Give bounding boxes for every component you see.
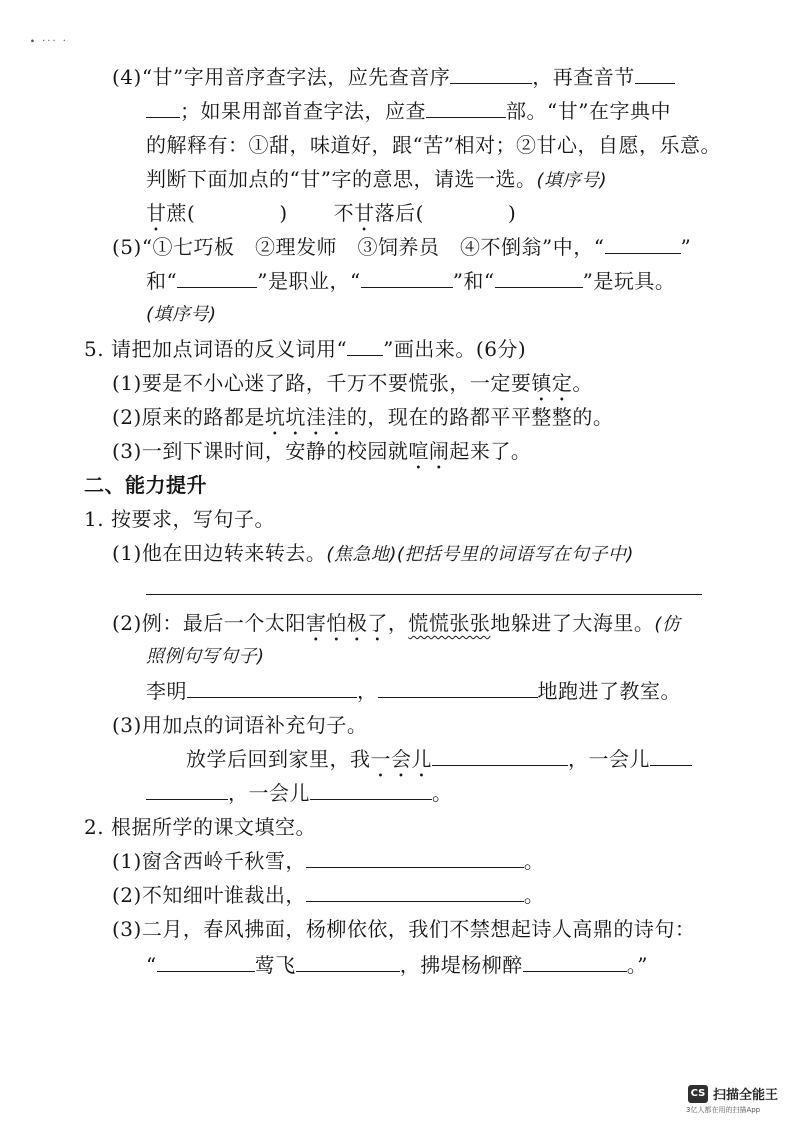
q2-3-blank-1[interactable] bbox=[157, 951, 255, 972]
sec5-s3: (3)一到下课时间，安静的校园就喧闹起来了。 bbox=[112, 439, 532, 463]
q2-3-blank-2[interactable] bbox=[296, 951, 400, 972]
q1-3-blank-1[interactable] bbox=[432, 745, 568, 766]
q2-3-blank-3[interactable] bbox=[523, 951, 627, 972]
wavy-phrase-huanghuangzhangzhang: 慌慌张张 bbox=[408, 611, 491, 635]
q1-1-answer-line[interactable] bbox=[146, 594, 702, 595]
dotted-phrase-haipajile: 害怕极了 bbox=[305, 611, 388, 635]
q4-line3: 的解释有：①甜，味道好，跟“苦”相对；②甘心，自愿，乐意。 bbox=[146, 133, 721, 157]
part2-q1-1: (1)他在田边转来转去。(焦急地)(把括号里的词语写在句子中) bbox=[112, 541, 634, 565]
q5-hint: (填序号) bbox=[146, 304, 217, 325]
q1-3-blank-2b[interactable] bbox=[146, 779, 228, 800]
part2-q1-3-sentence: 放学后回到家里，我一会儿 ，一会儿 bbox=[186, 745, 692, 782]
q1-3-blank-3[interactable] bbox=[310, 779, 432, 800]
q4-blank-radical[interactable] bbox=[426, 97, 506, 118]
header-marks: ∙ ··· · bbox=[30, 36, 68, 47]
part2-q2-2: (2)不知细叶谁裁出， 。 bbox=[112, 883, 545, 907]
sec5-title-underline bbox=[347, 335, 383, 356]
q4-line2: ；如果用部首查字法，应查 部。“甘”在字典中 bbox=[146, 97, 671, 125]
q1-3-blank-2a[interactable] bbox=[650, 745, 692, 766]
part2-q2-3-poem: “ 莺飞 ，拂堤杨柳醉 。” bbox=[146, 953, 648, 977]
part2-q2-3: (3)二月，春风拂面，杨柳依依，我们不禁想起诗人高鼎的诗句： bbox=[112, 917, 696, 941]
scanner-watermark bbox=[688, 1084, 778, 1103]
q4-line4: 判断下面加点的“甘”字的意思，请选一选。(填序号) bbox=[146, 167, 607, 191]
q4-blank-syllable-b[interactable] bbox=[146, 97, 180, 118]
part2-q1-2-cont: 照例句写句子) bbox=[146, 646, 265, 667]
q1-2-blank-1[interactable] bbox=[187, 677, 357, 698]
q2-1-blank[interactable] bbox=[306, 847, 524, 868]
part2-q1-2: (2)例：最后一个太阳害怕极了，慌慌张张地躲进了大海里。(仿 bbox=[112, 611, 681, 635]
cs-logo-icon: CS bbox=[688, 1085, 708, 1103]
q5-line1: (5)“①七巧板 ②理发师 ③饲养员 ④不倒翁”中，“ ” bbox=[112, 235, 692, 259]
part2-q1-2-answer: 李明 ， 地跑进了教室。 bbox=[146, 679, 681, 703]
part2-q2: 2. 根据所学的课文填空。 bbox=[84, 815, 316, 839]
q1-2-blank-2[interactable] bbox=[378, 677, 538, 698]
sec5-title: 5. 请把加点词语的反义词用“ ”画出来。(6分) bbox=[84, 337, 527, 361]
part2-q1-3: (3)用加点的词语补充句子。 bbox=[112, 713, 368, 737]
sec5-s2: (2)原来的路都是坑坑洼洼的，现在的路都平平整整的。 bbox=[112, 405, 614, 429]
q4-line1: (4)“甘”字用音序查字法，应先查音序 ，再查音节 bbox=[112, 63, 675, 91]
part2-q1: 1. 按要求，写句子。 bbox=[84, 507, 275, 531]
part2-q2-1: (1)窗含西岭千秋雪， 。 bbox=[112, 849, 545, 873]
watermark-name: 扫描全能王 bbox=[713, 1088, 779, 1103]
dotted-word-kengkengwawa[interactable]: 坑坑洼洼 bbox=[264, 405, 347, 429]
q5-blank-4[interactable] bbox=[495, 267, 583, 288]
part2-q1-3-cont: ，一会儿 。 bbox=[146, 779, 453, 807]
dotted-word-yihuier: 一会儿 bbox=[370, 747, 432, 771]
q5-blank-2[interactable] bbox=[177, 267, 257, 288]
q5-blank-1[interactable] bbox=[605, 233, 681, 254]
watermark-subtitle: 3亿人都在用的扫描App bbox=[686, 1106, 761, 1114]
dotted-word-zhending[interactable]: 镇定 bbox=[531, 371, 573, 395]
q4-blank-sequence[interactable] bbox=[450, 63, 532, 84]
q4-blank-syllable-a[interactable] bbox=[635, 63, 675, 84]
dotted-word-xuannao[interactable]: 喧闹 bbox=[408, 439, 450, 463]
part2-title: 二、能力提升 bbox=[84, 473, 207, 497]
sec5-s1: (1)要是不小心迷了路，千万不要慌张，一定要镇定。 bbox=[112, 371, 593, 395]
q5-blank-3[interactable] bbox=[361, 267, 453, 288]
q2-2-blank[interactable] bbox=[306, 881, 524, 902]
q4-line5: 甘蔗( ) 不甘落后( ) bbox=[146, 201, 517, 225]
q5-line2: 和“ ”是职业，“ ”和“ ”是玩具。 bbox=[146, 269, 676, 293]
